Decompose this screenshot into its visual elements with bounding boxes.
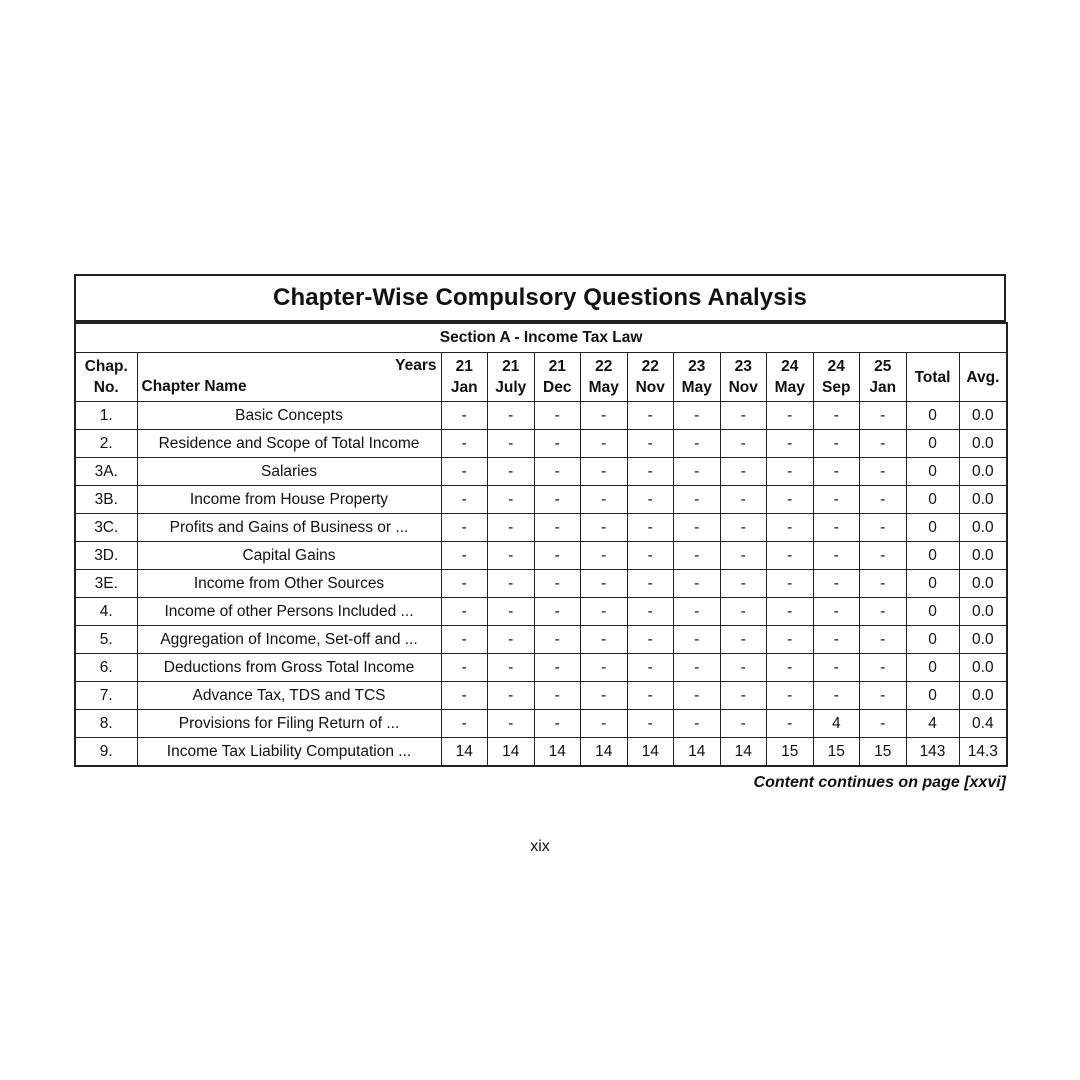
period-year: 21 (548, 358, 566, 375)
avg-cell: 0.0 (959, 598, 1007, 626)
total-cell: 0 (906, 598, 959, 626)
value-cell: 14 (488, 738, 535, 767)
chap-no-cell: 2. (75, 430, 137, 458)
chapter-name-cell: Deductions from Gross Total Income (137, 654, 441, 682)
value-cell: - (813, 430, 860, 458)
table-row (75, 598, 1007, 626)
value-cell: - (720, 626, 767, 654)
period-year: 22 (595, 358, 613, 375)
page-number: xix (530, 838, 550, 855)
value-cell: - (534, 710, 581, 738)
value-cell: - (860, 402, 907, 430)
value-cell: - (860, 514, 907, 542)
period-year: 22 (641, 358, 659, 375)
value-cell: - (813, 598, 860, 626)
period-year: 21 (502, 358, 520, 375)
value-cell: - (488, 486, 535, 514)
value-cell: 14 (581, 738, 628, 767)
value-cell: - (720, 486, 767, 514)
value-cell: - (860, 458, 907, 486)
value-cell: - (534, 486, 581, 514)
avg-cell: 0.0 (959, 430, 1007, 458)
total-cell: 0 (906, 626, 959, 654)
value-cell: - (720, 402, 767, 430)
value-cell: - (627, 542, 674, 570)
value-cell: - (581, 626, 628, 654)
value-cell: - (674, 514, 721, 542)
value-cell: - (488, 682, 535, 710)
chapter-name-cell: Aggregation of Income, Set-off and ... (137, 626, 441, 654)
value-cell: - (441, 542, 488, 570)
value-cell: - (860, 626, 907, 654)
chapter-name-cell: Income from Other Sources (137, 570, 441, 598)
total-cell: 4 (906, 710, 959, 738)
value-cell: - (767, 458, 814, 486)
chap-no-cell: 3D. (75, 542, 137, 570)
value-cell: - (720, 710, 767, 738)
period-year: 24 (827, 358, 845, 375)
chapter-name-cell: Capital Gains (137, 542, 441, 570)
value-cell: 14 (720, 738, 767, 767)
chap-no-cell: 1. (75, 402, 137, 430)
period-year: 21 (455, 358, 473, 375)
value-cell: - (441, 430, 488, 458)
chap-no-cell: 6. (75, 654, 137, 682)
value-cell: - (767, 430, 814, 458)
value-cell: - (488, 626, 535, 654)
title-text: Chapter-Wise Compulsory Questions Analysis (273, 284, 807, 311)
table-row (75, 654, 1007, 682)
value-cell: - (674, 542, 721, 570)
value-cell: - (627, 710, 674, 738)
table-row (75, 430, 1007, 458)
avg-cell: 0.4 (959, 710, 1007, 738)
table-row (75, 514, 1007, 542)
chap-no-cell: 5. (75, 626, 137, 654)
value-cell: - (813, 486, 860, 514)
value-cell: - (860, 682, 907, 710)
value-cell: - (627, 514, 674, 542)
value-cell: - (720, 514, 767, 542)
value-cell: - (441, 682, 488, 710)
chapter-name-cell: Provisions for Filing Return of ... (137, 710, 441, 738)
value-cell: - (767, 514, 814, 542)
avg-cell: 0.0 (959, 514, 1007, 542)
value-cell: - (674, 626, 721, 654)
value-cell: - (488, 402, 535, 430)
value-cell: - (581, 542, 628, 570)
table-row (75, 486, 1007, 514)
value-cell: 15 (767, 738, 814, 767)
value-cell: - (581, 598, 628, 626)
value-cell: - (581, 486, 628, 514)
chapter-name-cell: Advance Tax, TDS and TCS (137, 682, 441, 710)
value-cell: - (441, 458, 488, 486)
avg-cell: 0.0 (959, 458, 1007, 486)
value-cell: - (488, 710, 535, 738)
period-month: May (681, 379, 712, 396)
value-cell: 4 (813, 710, 860, 738)
chapter-name-cell: Profits and Gains of Business or ... (137, 514, 441, 542)
value-cell: 14 (674, 738, 721, 767)
value-cell: - (534, 458, 581, 486)
value-cell: - (860, 486, 907, 514)
chap-no-cell: 3E. (75, 570, 137, 598)
chap-no-cell: 3C. (75, 514, 137, 542)
value-cell: - (441, 514, 488, 542)
chapter-name-cell: Basic Concepts (137, 402, 441, 430)
value-cell: - (534, 430, 581, 458)
value-cell: - (488, 542, 535, 570)
value-cell: - (813, 458, 860, 486)
table-row (75, 626, 1007, 654)
table-row (75, 710, 1007, 738)
total-cell: 0 (906, 682, 959, 710)
value-cell: - (581, 654, 628, 682)
value-cell: - (581, 710, 628, 738)
period-header (813, 353, 860, 402)
chap-no-cell: 8. (75, 710, 137, 738)
value-cell: - (767, 626, 814, 654)
total-cell: 0 (906, 486, 959, 514)
value-cell: - (627, 626, 674, 654)
value-cell: - (674, 402, 721, 430)
total-cell: 0 (906, 570, 959, 598)
value-cell: - (767, 710, 814, 738)
period-header (720, 353, 767, 402)
value-cell: - (534, 570, 581, 598)
value-cell: - (441, 570, 488, 598)
period-header (860, 353, 907, 402)
value-cell: - (767, 542, 814, 570)
period-month: Dec (543, 379, 572, 396)
chap-no-cell: 9. (75, 738, 137, 767)
value-cell: - (627, 486, 674, 514)
value-cell: - (720, 430, 767, 458)
chap-no-cell: 4. (75, 598, 137, 626)
value-cell: - (720, 542, 767, 570)
value-cell: - (534, 682, 581, 710)
value-cell: - (767, 654, 814, 682)
value-cell: - (767, 402, 814, 430)
value-cell: - (627, 458, 674, 486)
value-cell: - (860, 598, 907, 626)
avg-cell: 14.3 (959, 738, 1007, 767)
value-cell: - (534, 626, 581, 654)
total-cell: 0 (906, 430, 959, 458)
value-cell: - (581, 430, 628, 458)
value-cell: - (488, 570, 535, 598)
period-month: Nov (635, 379, 665, 396)
table-row (75, 738, 1007, 767)
avg-cell: 0.0 (959, 402, 1007, 430)
value-cell: - (488, 514, 535, 542)
avg-cell: 0.0 (959, 570, 1007, 598)
value-cell: - (488, 654, 535, 682)
value-cell: - (767, 598, 814, 626)
value-cell: - (674, 598, 721, 626)
table-row (75, 570, 1007, 598)
value-cell: - (720, 570, 767, 598)
analysis-table (74, 322, 1008, 767)
total-cell: 0 (906, 542, 959, 570)
table-row (75, 458, 1007, 486)
value-cell: - (627, 598, 674, 626)
value-cell: - (627, 402, 674, 430)
value-cell: - (441, 710, 488, 738)
chap-no-cell: 3A. (75, 458, 137, 486)
page-title (74, 274, 1006, 322)
period-month: Sep (822, 379, 851, 396)
value-cell: - (534, 654, 581, 682)
period-header (627, 353, 674, 402)
value-cell: - (674, 458, 721, 486)
value-cell: - (441, 598, 488, 626)
avg-header: Avg. (959, 353, 1007, 402)
period-header (441, 353, 488, 402)
period-year: 23 (688, 358, 706, 375)
value-cell: - (488, 458, 535, 486)
value-cell: - (441, 402, 488, 430)
period-month: Nov (728, 379, 758, 396)
avg-cell: 0.0 (959, 486, 1007, 514)
value-cell: - (674, 570, 721, 598)
value-cell: 14 (627, 738, 674, 767)
value-cell: - (813, 626, 860, 654)
value-cell: - (488, 430, 535, 458)
chap-no-header-line2: No. (93, 379, 119, 396)
period-year: 24 (781, 358, 799, 375)
value-cell: - (627, 682, 674, 710)
continuation-note: Content continues on page [xxvi] (753, 774, 1006, 791)
value-cell: - (860, 542, 907, 570)
value-cell: 14 (441, 738, 488, 767)
value-cell: - (767, 682, 814, 710)
value-cell: - (860, 654, 907, 682)
value-cell: - (813, 542, 860, 570)
period-month: July (495, 379, 527, 396)
period-month: Jan (450, 379, 478, 396)
period-header (534, 353, 581, 402)
value-cell: - (581, 402, 628, 430)
chap-no-cell: 7. (75, 682, 137, 710)
period-year: 23 (734, 358, 752, 375)
total-cell: 0 (906, 402, 959, 430)
value-cell: - (720, 598, 767, 626)
table-row (75, 682, 1007, 710)
total-cell: 0 (906, 514, 959, 542)
value-cell: - (534, 542, 581, 570)
table-row (75, 402, 1007, 430)
chapter-name-header (137, 353, 441, 402)
table-row (75, 542, 1007, 570)
chapter-name-label: Chapter Name (141, 378, 247, 395)
total-cell: 0 (906, 654, 959, 682)
value-cell: - (581, 514, 628, 542)
chap-no-header-line1: Chap. (84, 358, 128, 375)
value-cell: - (488, 598, 535, 626)
chap-no-header (75, 353, 137, 402)
chapter-name-cell: Income of other Persons Included ... (137, 598, 441, 626)
period-month: May (588, 379, 619, 396)
table-body (75, 402, 1007, 767)
value-cell: - (581, 570, 628, 598)
value-cell: - (627, 430, 674, 458)
value-cell: - (534, 598, 581, 626)
value-cell: - (860, 430, 907, 458)
chap-no-cell: 3B. (75, 486, 137, 514)
value-cell: - (534, 514, 581, 542)
value-cell: - (720, 654, 767, 682)
period-header (674, 353, 721, 402)
value-cell: - (860, 710, 907, 738)
value-cell: - (813, 654, 860, 682)
avg-cell: 0.0 (959, 626, 1007, 654)
value-cell: - (674, 486, 721, 514)
value-cell: - (534, 402, 581, 430)
value-cell: - (441, 486, 488, 514)
header-row (75, 353, 1007, 402)
value-cell: - (813, 402, 860, 430)
years-label: Years (395, 357, 437, 374)
value-cell: - (674, 682, 721, 710)
period-month: May (774, 379, 805, 396)
chapter-name-cell: Income Tax Liability Computation ... (137, 738, 441, 767)
value-cell: - (627, 654, 674, 682)
section-row (75, 323, 1007, 353)
chapter-name-cell: Residence and Scope of Total Income (137, 430, 441, 458)
period-header (581, 353, 628, 402)
chapter-name-cell: Income from House Property (137, 486, 441, 514)
value-cell: - (720, 682, 767, 710)
value-cell: - (813, 514, 860, 542)
period-month: Jan (869, 379, 897, 396)
avg-cell: 0.0 (959, 682, 1007, 710)
period-header (488, 353, 535, 402)
value-cell: 14 (534, 738, 581, 767)
period-header (767, 353, 814, 402)
value-cell: - (674, 654, 721, 682)
value-cell: - (720, 458, 767, 486)
value-cell: 15 (813, 738, 860, 767)
total-cell: 143 (906, 738, 959, 767)
value-cell: - (581, 458, 628, 486)
chapter-name-cell: Salaries (137, 458, 441, 486)
value-cell: 15 (860, 738, 907, 767)
value-cell: - (813, 682, 860, 710)
value-cell: - (674, 710, 721, 738)
value-cell: - (767, 486, 814, 514)
value-cell: - (441, 654, 488, 682)
value-cell: - (581, 682, 628, 710)
value-cell: - (674, 430, 721, 458)
avg-cell: 0.0 (959, 654, 1007, 682)
section-heading: Section A - Income Tax Law (75, 323, 1007, 353)
avg-cell: 0.0 (959, 542, 1007, 570)
period-year: 25 (874, 358, 892, 375)
total-cell: 0 (906, 458, 959, 486)
value-cell: - (813, 570, 860, 598)
value-cell: - (441, 626, 488, 654)
value-cell: - (860, 570, 907, 598)
total-header: Total (906, 353, 959, 402)
value-cell: - (767, 570, 814, 598)
value-cell: - (627, 570, 674, 598)
